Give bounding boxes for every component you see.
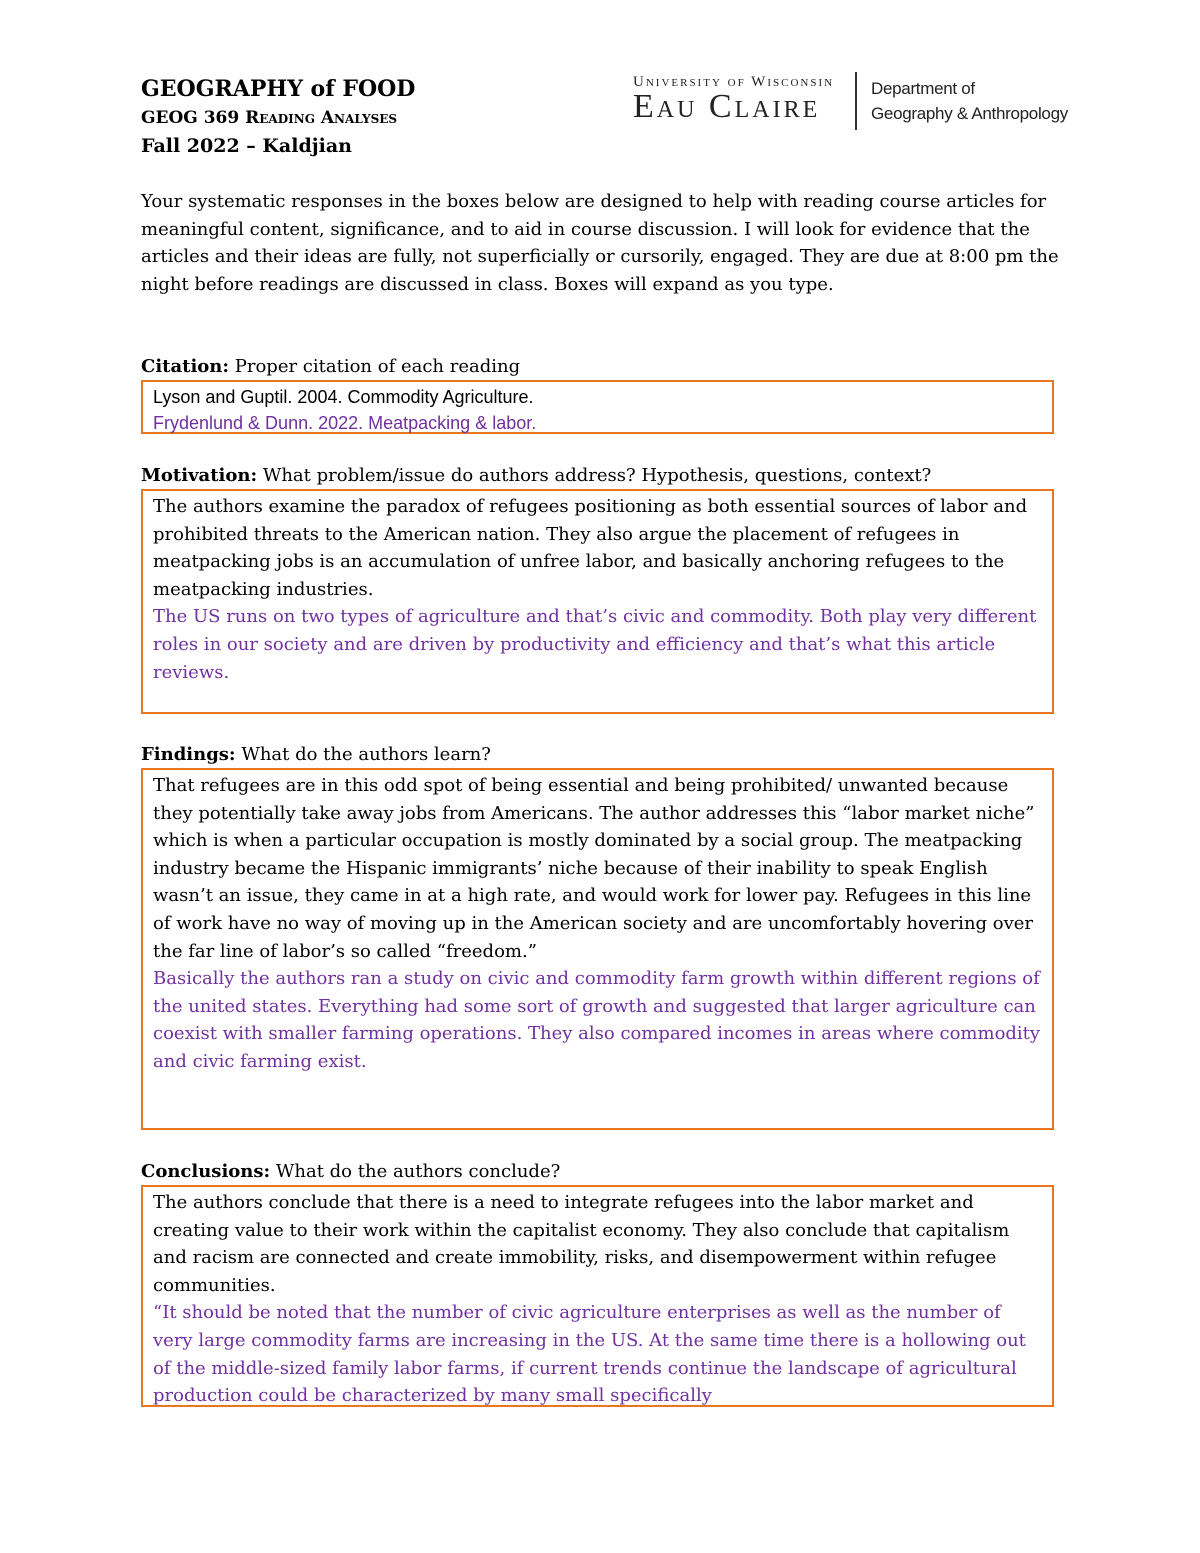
logo-department-line2: Geography & Anthropology — [871, 104, 1068, 123]
logo-campus-name: Eau Claire — [633, 88, 821, 125]
course-term: Fall 2022 – Kaldjian — [141, 135, 352, 157]
findings-box[interactable] — [141, 768, 1054, 1130]
findings-label — [141, 742, 491, 768]
motivation-response-2: The US runs on two types of agriculture and that’s civic and commodity. Both play very different roles in our society and are driven by productivity and efficiency and that’s what this article reviews. — [153, 606, 1037, 683]
document-header — [141, 74, 415, 160]
conclusions-label — [141, 1159, 560, 1185]
motivation-box[interactable] — [141, 489, 1054, 714]
logo-university-name: University of Wisconsin — [633, 74, 835, 90]
logo-divider — [855, 72, 857, 130]
course-title: GEOGRAPHY of FOOD — [141, 76, 416, 102]
conclusions-heading: Conclusions: — [141, 1161, 271, 1182]
citation-box[interactable] — [141, 380, 1054, 434]
logo-department — [871, 76, 1068, 126]
motivation-prompt: What problem/issue do authors address? Hypothesis, questions, context? — [257, 465, 932, 486]
course-subtitle: GEOG 369 Reading Analyses — [141, 108, 398, 128]
motivation-label — [141, 463, 931, 489]
motivation-heading: Motivation: — [141, 465, 258, 486]
conclusions-response-2: “It should be noted that the number of civic agriculture enterprises as well as the number of very large commodity farms are increasing in the US. At the same time there is a hollowing out of the middle-sized family labor farms, if current trends continue the landscape of agricultural production could be characterized by many small specifically — [153, 1302, 1026, 1407]
motivation-response-1: The authors examine the paradox of refugees positioning as both essential sources of labor and prohibited threats to the American nation. They also argue the placement of refugees in meatpacking jobs is an accumulation of unfree labor, and basically anchoring refugees to the meatpacking industries. — [153, 496, 1028, 600]
citation-line-2: Frydenlund & Dunn. 2022. Meatpacking & labor. — [153, 413, 537, 433]
citation-line-1: Lyson and Guptil. 2004. Commodity Agriculture. — [153, 387, 534, 407]
findings-heading: Findings: — [141, 744, 236, 765]
conclusions-response-1: The authors conclude that there is a need to integrate refugees into the labor market and creating value to their work within the capitalist economy. They also conclude that capitalism and racism are connected and create immobility, risks, and disempowerment within refugee communities. — [153, 1192, 1010, 1296]
logo-department-line1: Department of — [871, 79, 975, 98]
instructions-paragraph: Your systematic responses in the boxes below are designed to help with reading course articles for meaningful content, significance, and to aid in course discussion. I will look for evidence that the articles and their ideas are fully, not superficially or cursorily, engaged. They are due at 8:00 pm the night before readings are discussed in class. Boxes will expand as you type. — [141, 191, 1059, 295]
findings-response-1: That refugees are in this odd spot of being essential and being prohibited/ unwanted because they potentially take away jobs from Americans. The author addresses this “labor market niche” which is when a particular occupation is mostly dominated by a social group. The meatpacking industry became the Hispanic immigrants’ niche because of their inability to speak English wasn’t an issue, they came in at a high rate, and would work for lower pay. Refugees in this line of work have no way of moving up in the American society and are uncomfortably hovering over the far line of labor’s so called “freedom.” — [153, 775, 1035, 962]
conclusions-box[interactable] — [141, 1185, 1054, 1407]
university-logo — [633, 72, 1068, 132]
findings-response-2: Basically the authors ran a study on civic and commodity farm growth within different regions of the united states. Everything had some sort of growth and suggested that larger agriculture can coexist with smaller farming operations. They also compared incomes in areas where commodity and civic farming exist. — [153, 968, 1041, 1072]
citation-heading: Citation: — [141, 356, 230, 377]
citation-label — [141, 354, 520, 380]
findings-prompt: What do the authors learn? — [235, 744, 491, 765]
citation-prompt: Proper citation of each reading — [229, 356, 521, 377]
conclusions-prompt: What do the authors conclude? — [270, 1161, 561, 1182]
